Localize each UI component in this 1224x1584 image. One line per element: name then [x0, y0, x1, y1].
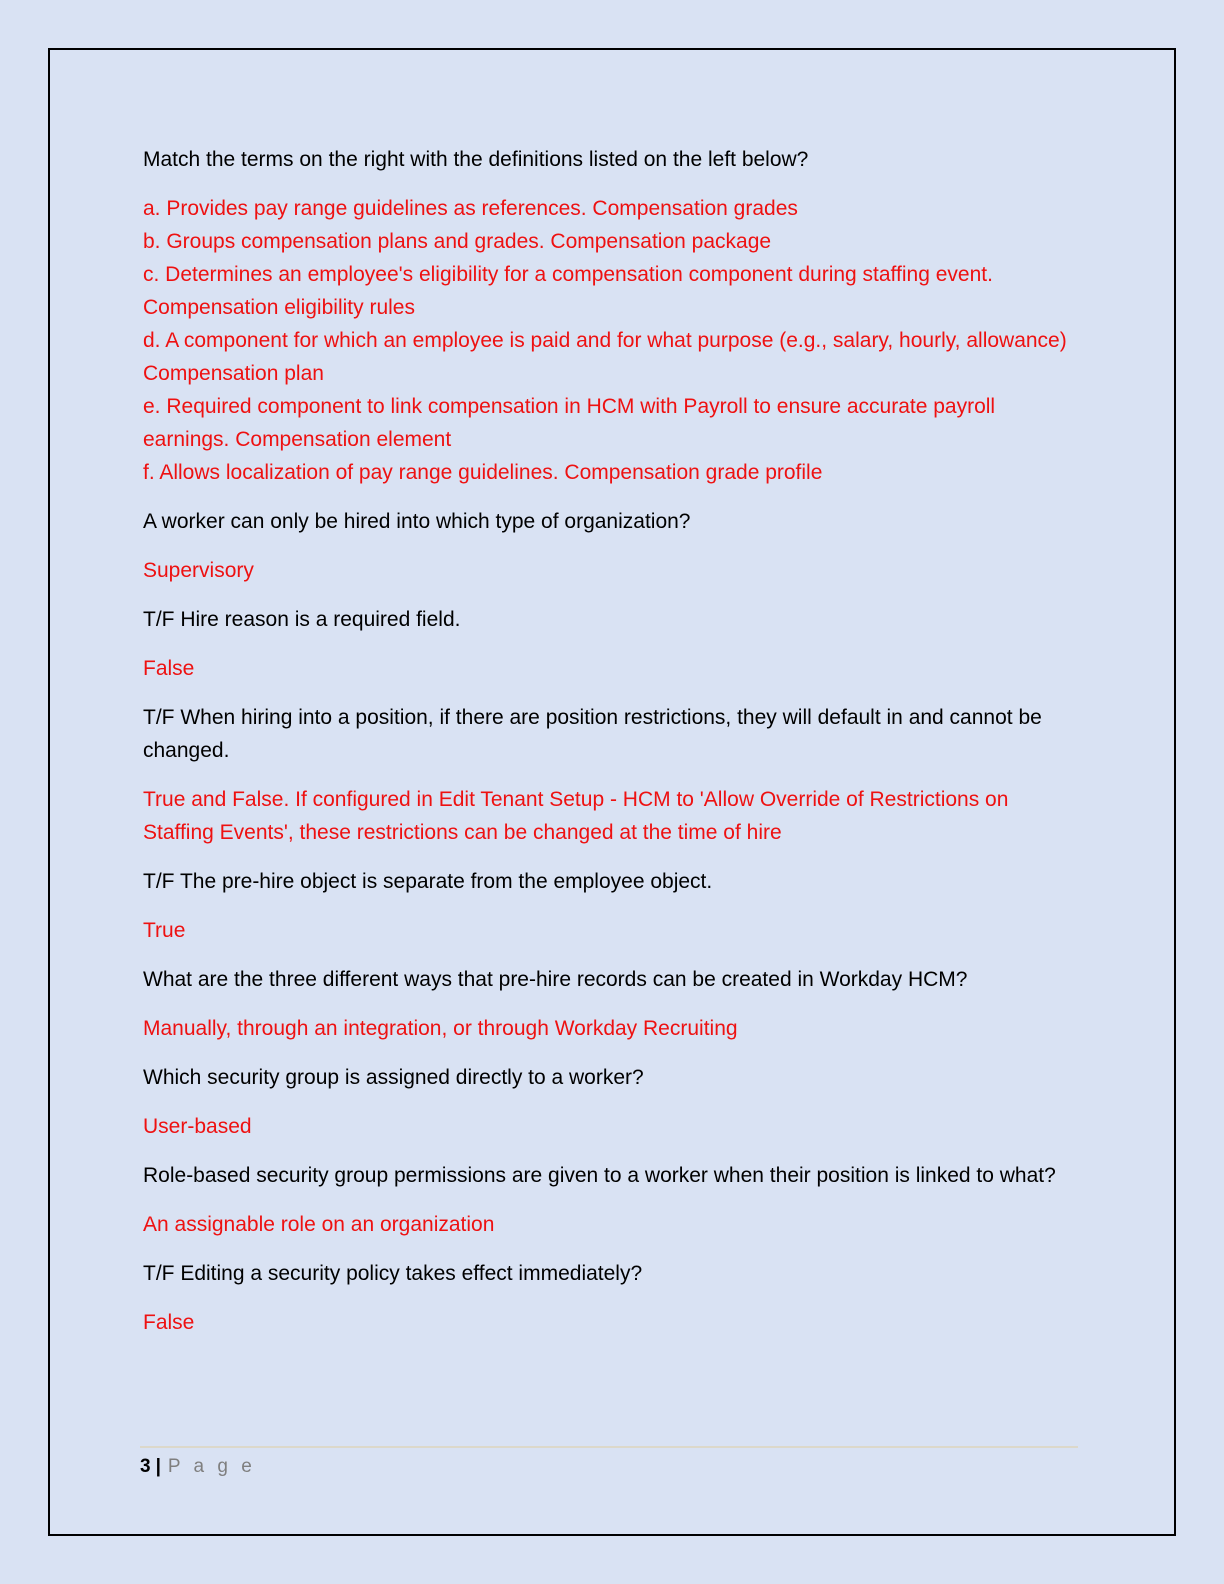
text-line: False: [143, 1311, 195, 1334]
text-line: c. Determines an employee's eligibility for a compensation component during staffing event. Compensation eligibility rules: [143, 263, 993, 319]
document-page: [48, 48, 1176, 1536]
page-footer: [140, 1446, 1078, 1478]
text-line: Match the terms on the right with the definitions listed on the left below?: [143, 148, 809, 171]
question-paragraph: [143, 603, 1082, 636]
page-number: 3: [140, 1456, 151, 1477]
text-line: T/F Hire reason is a required field.: [143, 608, 461, 631]
question-paragraph: [143, 1257, 1082, 1290]
document-content: [50, 50, 1174, 1339]
text-line: What are the three different ways that pre-hire records can be created in Workday HCM?: [143, 968, 968, 991]
text-line: d. A component for which an employee is paid and for what purpose (e.g., salary, hourly, allowance) Compensation plan: [143, 329, 1067, 385]
answer-paragraph: [143, 1208, 1082, 1241]
text-line: T/F The pre-hire object is separate from the employee object.: [143, 870, 713, 893]
answer-paragraph: [143, 192, 1082, 489]
question-paragraph: [143, 963, 1082, 996]
page-label: P a g e: [167, 1456, 256, 1477]
answer-paragraph: [143, 1110, 1082, 1143]
text-line: True and False. If configured in Edit Tenant Setup - HCM to 'Allow Override of Restrictions on Staffing Events', these restrictions can be changed at the time of hire: [143, 788, 1009, 844]
text-line: Which security group is assigned directly to a worker?: [143, 1066, 644, 1089]
text-line: Role-based security group permissions are given to a worker when their position is linked to what?: [143, 1164, 1056, 1187]
text-line: An assignable role on an organization: [143, 1213, 495, 1236]
answer-paragraph: [143, 1012, 1082, 1045]
answer-paragraph: [143, 652, 1082, 685]
text-line: Supervisory: [143, 559, 254, 582]
text-line: a. Provides pay range guidelines as references. Compensation grades: [143, 197, 798, 220]
text-line: User-based: [143, 1115, 252, 1138]
text-line: True: [143, 919, 186, 942]
text-line: T/F When hiring into a position, if there are position restrictions, they will default in and cannot be changed.: [143, 706, 1042, 762]
answer-paragraph: [143, 914, 1082, 947]
question-paragraph: [143, 143, 1082, 176]
question-paragraph: [143, 505, 1082, 538]
question-paragraph: [143, 865, 1082, 898]
text-line: Manually, through an integration, or through Workday Recruiting: [143, 1017, 738, 1040]
text-line: A worker can only be hired into which type of organization?: [143, 510, 691, 533]
text-line: False: [143, 657, 195, 680]
text-line: T/F Editing a security policy takes effect immediately?: [143, 1262, 643, 1285]
text-line: e. Required component to link compensation in HCM with Payroll to ensure accurate payroll earnings. Compensation element: [143, 395, 996, 451]
text-line: f. Allows localization of pay range guidelines. Compensation grade profile: [143, 461, 823, 484]
footer-separator: |: [155, 1456, 161, 1477]
question-paragraph: [143, 1159, 1082, 1192]
answer-paragraph: [143, 554, 1082, 587]
answer-paragraph: [143, 1306, 1082, 1339]
text-line: b. Groups compensation plans and grades. Compensation package: [143, 230, 772, 253]
question-paragraph: [143, 701, 1082, 767]
answer-paragraph: [143, 783, 1082, 849]
question-paragraph: [143, 1061, 1082, 1094]
